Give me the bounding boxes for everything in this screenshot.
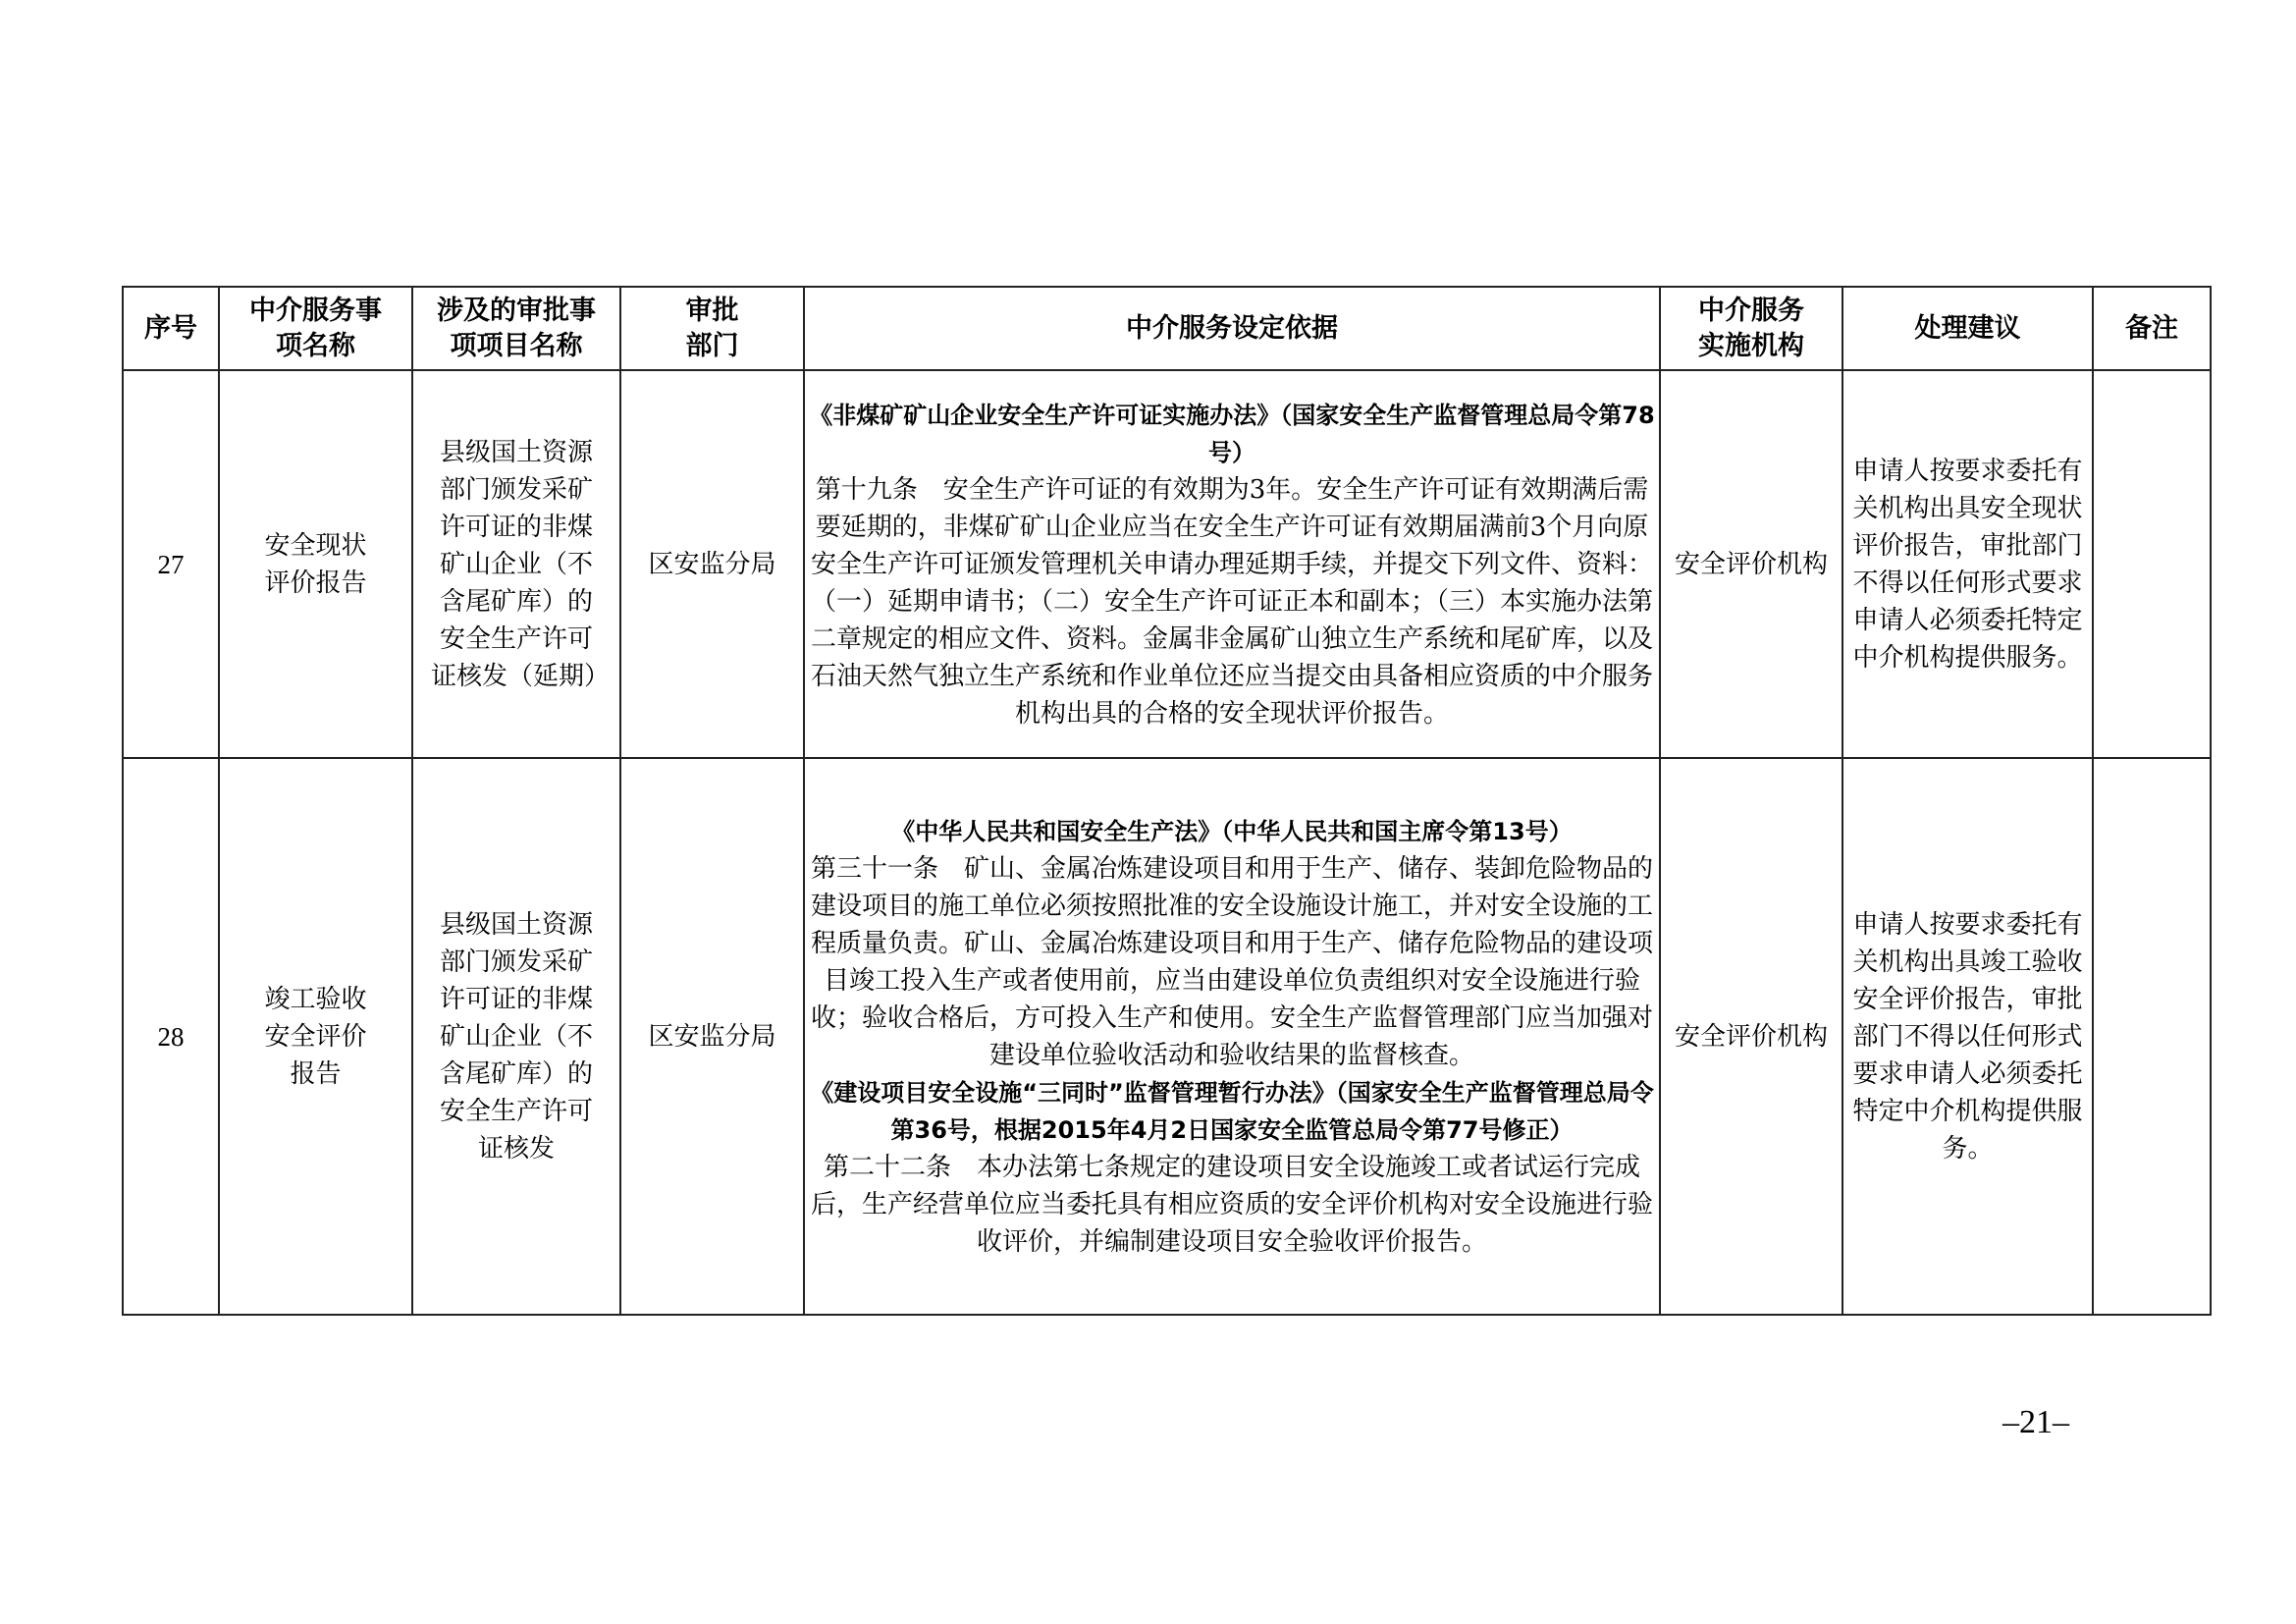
row-advice: 申请人按要求委托有关机构出具安全现状评价报告，审批部门不得以任何形式要求申请人必须委托特定中介机构提供服务。 <box>1842 370 2093 758</box>
basis-law-title: 《建设项目安全设施“三同时”监督管理暂行办法》（国家安全生产监督管理总局令第36号，根据2015年4月2日国家安全监管总局令第77号修正） <box>810 1078 1654 1144</box>
header-remark: 备注 <box>2093 287 2211 370</box>
basis-law-title: 《非煤矿矿山企业安全生产许可证实施办法》（国家安全生产监督管理总局令第78号） <box>809 401 1655 466</box>
basis-law-title: 《中华人民共和国安全生产法》（中华人民共和国主席令第13号） <box>891 817 1573 845</box>
row-approval-item: 县级国土资源部门颁发采矿许可证的非煤矿山企业（不含尾矿库）的安全生产许可证核发（延期） <box>412 370 620 758</box>
table-row <box>123 758 2211 1315</box>
row-no: 28 <box>123 758 219 1315</box>
header-basis: 中介服务设定依据 <box>804 287 1660 370</box>
table-row <box>123 370 2211 758</box>
header-agency: 中介服务实施机构 <box>1660 287 1842 370</box>
basis-article: 第十九条 安全生产许可证的有效期为3年。安全生产许可证有效期满后需要延期的，非煤矿矿山企业应当在安全生产许可证有效期届满前3个月向原安全生产许可证颁发管理机关申请办理延期手续，并提交下列文件、资料：（一）延期申请书；（二）安全生产许可证正本和副本；（三）本实施办法第二章规定的相应文件、资料。金属非金属矿山独立生产系统和尾矿库，以及石油天然气独立生产系统和作业单位还应当提交由具备相应资质的中介服务机构出具的合格的安全现状评价报告。 <box>810 474 1653 729</box>
row-basis <box>804 370 1660 758</box>
row-dept: 区安监分局 <box>620 758 804 1315</box>
table-header <box>123 287 2211 370</box>
row-no: 27 <box>123 370 219 758</box>
basis-article: 第三十一条 矿山、金属冶炼建设项目和用于生产、储存、装卸危险物品的建设项目的施工单位必须按照批准的安全设施设计施工，并对安全设施的工程质量负责。矿山、金属冶炼建设项目和用于生产、储存危险物品的建设项目竣工投入生产或者使用前，应当由建设单位负责组织对安全设施进行验收；验收合格后，方可投入生产和使用。安全生产监督管理部门应当加强对建设单位验收活动和验收结果的监督核查。 <box>810 853 1653 1070</box>
row-approval-item: 县级国土资源部门颁发采矿许可证的非煤矿山企业（不含尾矿库）的安全生产许可证核发 <box>412 758 620 1315</box>
row-agency: 安全评价机构 <box>1660 758 1842 1315</box>
header-advice: 处理建议 <box>1842 287 2093 370</box>
row-dept: 区安监分局 <box>620 370 804 758</box>
page-number: –21– <box>2002 1404 2069 1440</box>
row-advice: 申请人按要求委托有关机构出具竣工验收安全评价报告，审批部门不得以任何形式要求申请人必须委托特定中介机构提供服务。 <box>1842 758 2093 1315</box>
services-table <box>122 286 2212 1316</box>
header-service-name: 中介服务事项名称 <box>219 287 412 370</box>
row-remark <box>2093 370 2211 758</box>
header-dept: 审批部门 <box>620 287 804 370</box>
header-approval-item: 涉及的审批事项项目名称 <box>412 287 620 370</box>
basis-article: 第二十二条 本办法第七条规定的建设项目安全设施竣工或者试运行完成后，生产经营单位应当委托具有相应资质的安全评价机构对安全设施进行验收评价，并编制建设项目安全验收评价报告。 <box>810 1152 1653 1257</box>
header-no: 序号 <box>123 287 219 370</box>
row-service-name: 安全现状评价报告 <box>219 370 412 758</box>
row-agency: 安全评价机构 <box>1660 370 1842 758</box>
row-basis <box>804 758 1660 1315</box>
row-remark <box>2093 758 2211 1315</box>
row-service-name: 竣工验收安全评价报告 <box>219 758 412 1315</box>
